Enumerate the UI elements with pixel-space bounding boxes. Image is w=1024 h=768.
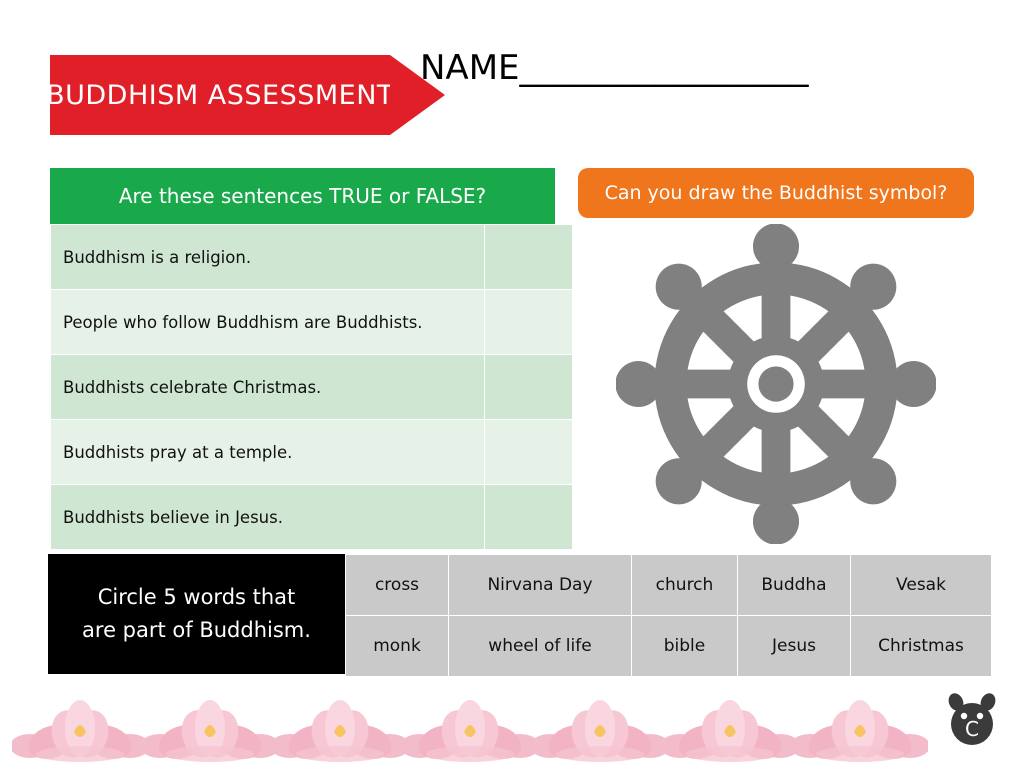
statement-cell: Buddhists celebrate Christmas. <box>51 355 485 420</box>
symbol-drawing-area[interactable] <box>578 224 974 544</box>
circle-words-section <box>48 554 976 674</box>
true-false-heading: Are these sentences TRUE or FALSE? <box>50 168 555 224</box>
lotus-flower-icon <box>402 680 538 766</box>
lotus-flower-icon <box>532 680 668 766</box>
table-row <box>346 616 992 677</box>
answer-cell[interactable] <box>485 355 573 420</box>
prompt-line-1: Circle 5 words that <box>97 585 296 610</box>
symbol-section <box>578 168 974 544</box>
lotus-flower-icon <box>272 680 408 766</box>
lotus-flower-icon <box>792 680 928 766</box>
title-banner <box>46 55 394 135</box>
word-cell[interactable]: Vesak <box>851 555 992 616</box>
word-bank-table <box>345 554 992 677</box>
statement-cell: Buddhists pray at a temple. <box>51 420 485 485</box>
lotus-flower-icon <box>142 680 278 766</box>
answer-cell[interactable] <box>485 225 573 290</box>
answer-cell[interactable] <box>485 420 573 485</box>
table-row <box>346 555 992 616</box>
table-row <box>51 485 573 550</box>
prompt-line-2: are part of Buddhism. <box>82 618 311 642</box>
table-row <box>51 290 573 355</box>
statement-cell: Buddhism is a religion. <box>51 225 485 290</box>
word-cell[interactable]: Buddha <box>738 555 851 616</box>
table-row <box>51 355 573 420</box>
svg-text:C: C <box>965 717 979 741</box>
word-cell[interactable]: bible <box>632 616 738 677</box>
circle-words-prompt <box>48 554 345 674</box>
word-cell[interactable]: Christmas <box>851 616 992 677</box>
page-title: BUDDHISM ASSESSMENT <box>46 79 394 111</box>
true-false-section <box>50 168 555 550</box>
table-row <box>51 420 573 485</box>
lotus-decoration-row <box>0 676 1024 768</box>
word-cell[interactable]: church <box>632 555 738 616</box>
answer-cell[interactable] <box>485 290 573 355</box>
dharma-wheel-icon <box>616 224 936 544</box>
true-false-table <box>50 224 573 550</box>
statement-cell: Buddhists believe in Jesus. <box>51 485 485 550</box>
word-cell[interactable]: monk <box>346 616 449 677</box>
lotus-flower-icon <box>12 680 148 766</box>
statement-cell: People who follow Buddhism are Buddhists. <box>51 290 485 355</box>
copyright-icon <box>942 690 1002 750</box>
word-cell[interactable]: wheel of life <box>449 616 632 677</box>
word-cell[interactable]: Jesus <box>738 616 851 677</box>
table-row <box>51 225 573 290</box>
symbol-heading: Can you draw the Buddhist symbol? <box>578 168 974 218</box>
word-cell[interactable]: cross <box>346 555 449 616</box>
page-header <box>46 55 450 135</box>
lotus-flower-icon <box>662 680 798 766</box>
name-field-label[interactable]: NAME_________________ <box>420 48 809 88</box>
answer-cell[interactable] <box>485 485 573 550</box>
word-cell[interactable]: Nirvana Day <box>449 555 632 616</box>
